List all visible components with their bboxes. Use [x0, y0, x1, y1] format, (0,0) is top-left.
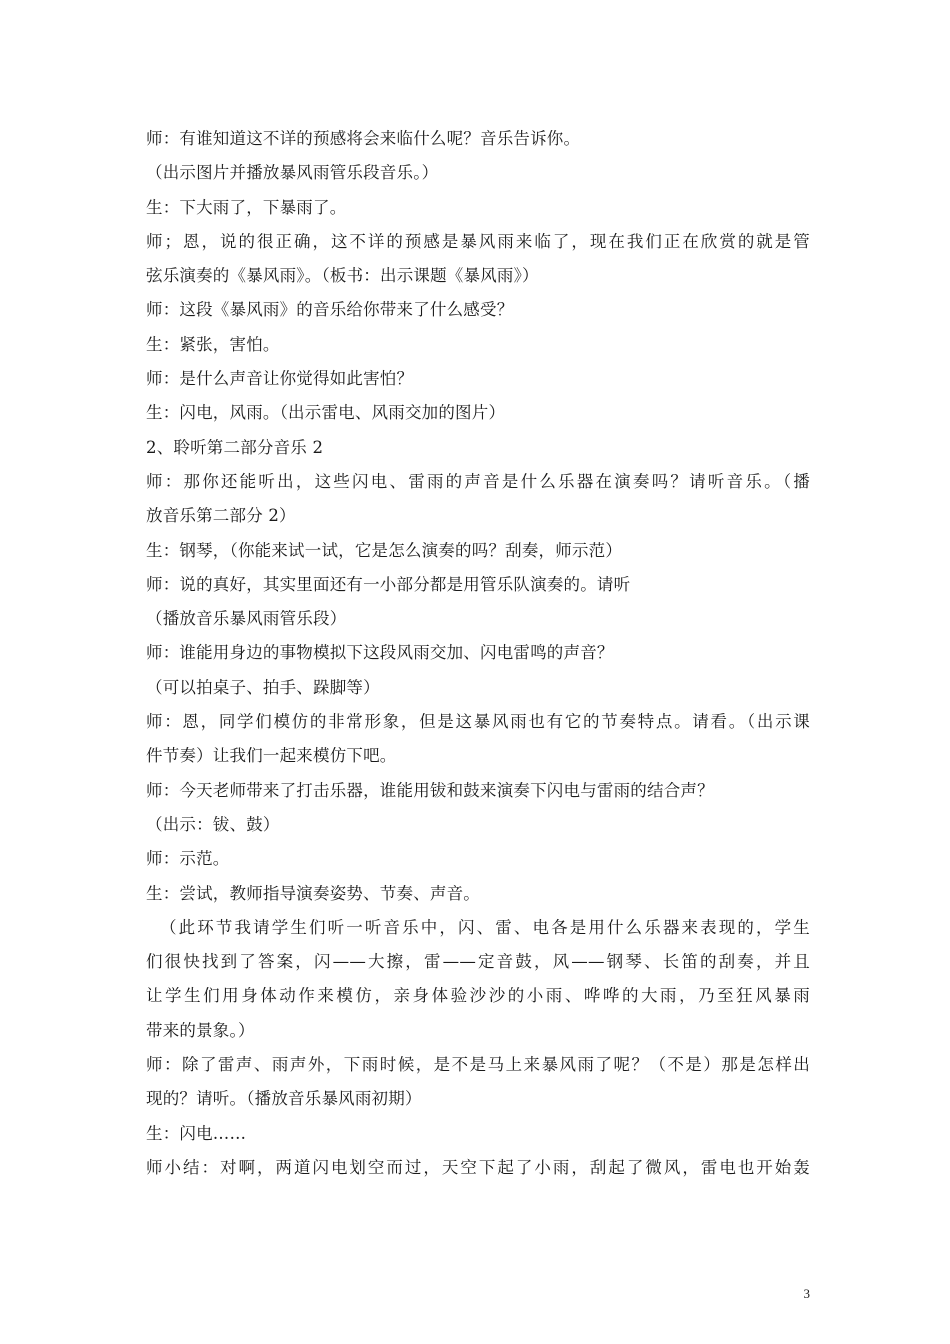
- text-line: 生：紧张，害怕。: [146, 334, 280, 354]
- text-line: （此环节我请学生们听一听音乐中，闪、雷、电各是用什么乐器来表现的，学生: [160, 917, 810, 937]
- text-line: 师小结：对啊，两道闪电划空而过，天空下起了小雨，刮起了微风，雷电也开始轰: [146, 1157, 810, 1177]
- text-line: 现的？请听。（播放音乐暴风雨初期）: [146, 1089, 422, 1109]
- text-line: （出示：钹、鼓）: [146, 814, 280, 834]
- text-line: 们很快找到了答案，闪——大擦，雷——定音鼓，风——钢琴、长笛的刮奏，并且: [146, 952, 810, 972]
- text-line: 生：尝试，教师指导演奏姿势、节奏、声音。: [146, 883, 480, 903]
- text-line: 生：下大雨了，下暴雨了。: [146, 197, 347, 217]
- text-line: 让学生们用身体动作来模仿，亲身体验沙沙的小雨、哗哗的大雨，乃至狂风暴雨: [146, 986, 810, 1006]
- text-line: 师：那你还能听出，这些闪电、雷雨的声音是什么乐器在演奏吗？请听音乐。（播: [146, 471, 810, 491]
- text-line: 师；恩，说的很正确，这不详的预感是暴风雨来临了，现在我们正在欣赏的就是管: [146, 231, 810, 251]
- text-line: 师：除了雷声、雨声外，下雨时候，是不是马上来暴风雨了呢？（不是）那是怎样出: [146, 1055, 810, 1075]
- page-number: 3: [803, 1286, 810, 1301]
- text-line: （可以拍桌子、拍手、跺脚等）: [146, 677, 380, 697]
- text-line: 师：谁能用身边的事物模拟下这段风雨交加、闪电雷鸣的声音？: [146, 643, 614, 663]
- text-line: 生：闪电，风雨。（出示雷电、风雨交加的图片）: [146, 403, 506, 423]
- text-line: 师：说的真好，其实里面还有一小部分都是用管乐队演奏的。请听: [146, 574, 631, 594]
- text-line: 弦乐演奏的《暴风雨》。（板书：出示课题《暴风雨》）: [146, 266, 539, 286]
- text-line: 放音乐第二部分 2）: [146, 506, 296, 526]
- document-body: [146, 122, 810, 1185]
- text-line: 带来的景象。）: [146, 1020, 255, 1040]
- text-line: 师：是什么声音让你觉得如此害怕？: [146, 369, 414, 389]
- text-line: （播放音乐暴风雨管乐段）: [146, 609, 347, 629]
- text-line: 师：有谁知道这不详的预感将会来临什么呢？音乐告诉你。: [146, 129, 581, 148]
- text-line: 师：示范。: [146, 849, 230, 869]
- text-line: 师：今天老师带来了打击乐器，谁能用钹和鼓来演奏下闪电与雷雨的结合声？: [146, 780, 714, 800]
- text-line: 件节奏）让我们一起来模仿下吧。: [146, 746, 397, 766]
- text-line: 生：钢琴，（你能来试一试，它是怎么演奏的吗？刮奏，师示范）: [146, 540, 623, 560]
- text-line: 生：闪电……: [146, 1123, 247, 1143]
- text-line: （出示图片并播放暴风雨管乐段音乐。）: [146, 163, 439, 183]
- section-heading: 2、聆听第二部分音乐 2: [146, 437, 324, 457]
- text-line: 师：这段《暴风雨》的音乐给你带来了什么感受？: [146, 300, 514, 320]
- text-line: 师：恩，同学们模仿的非常形象，但是这暴风雨也有它的节奏特点。请看。（出示课: [146, 712, 810, 732]
